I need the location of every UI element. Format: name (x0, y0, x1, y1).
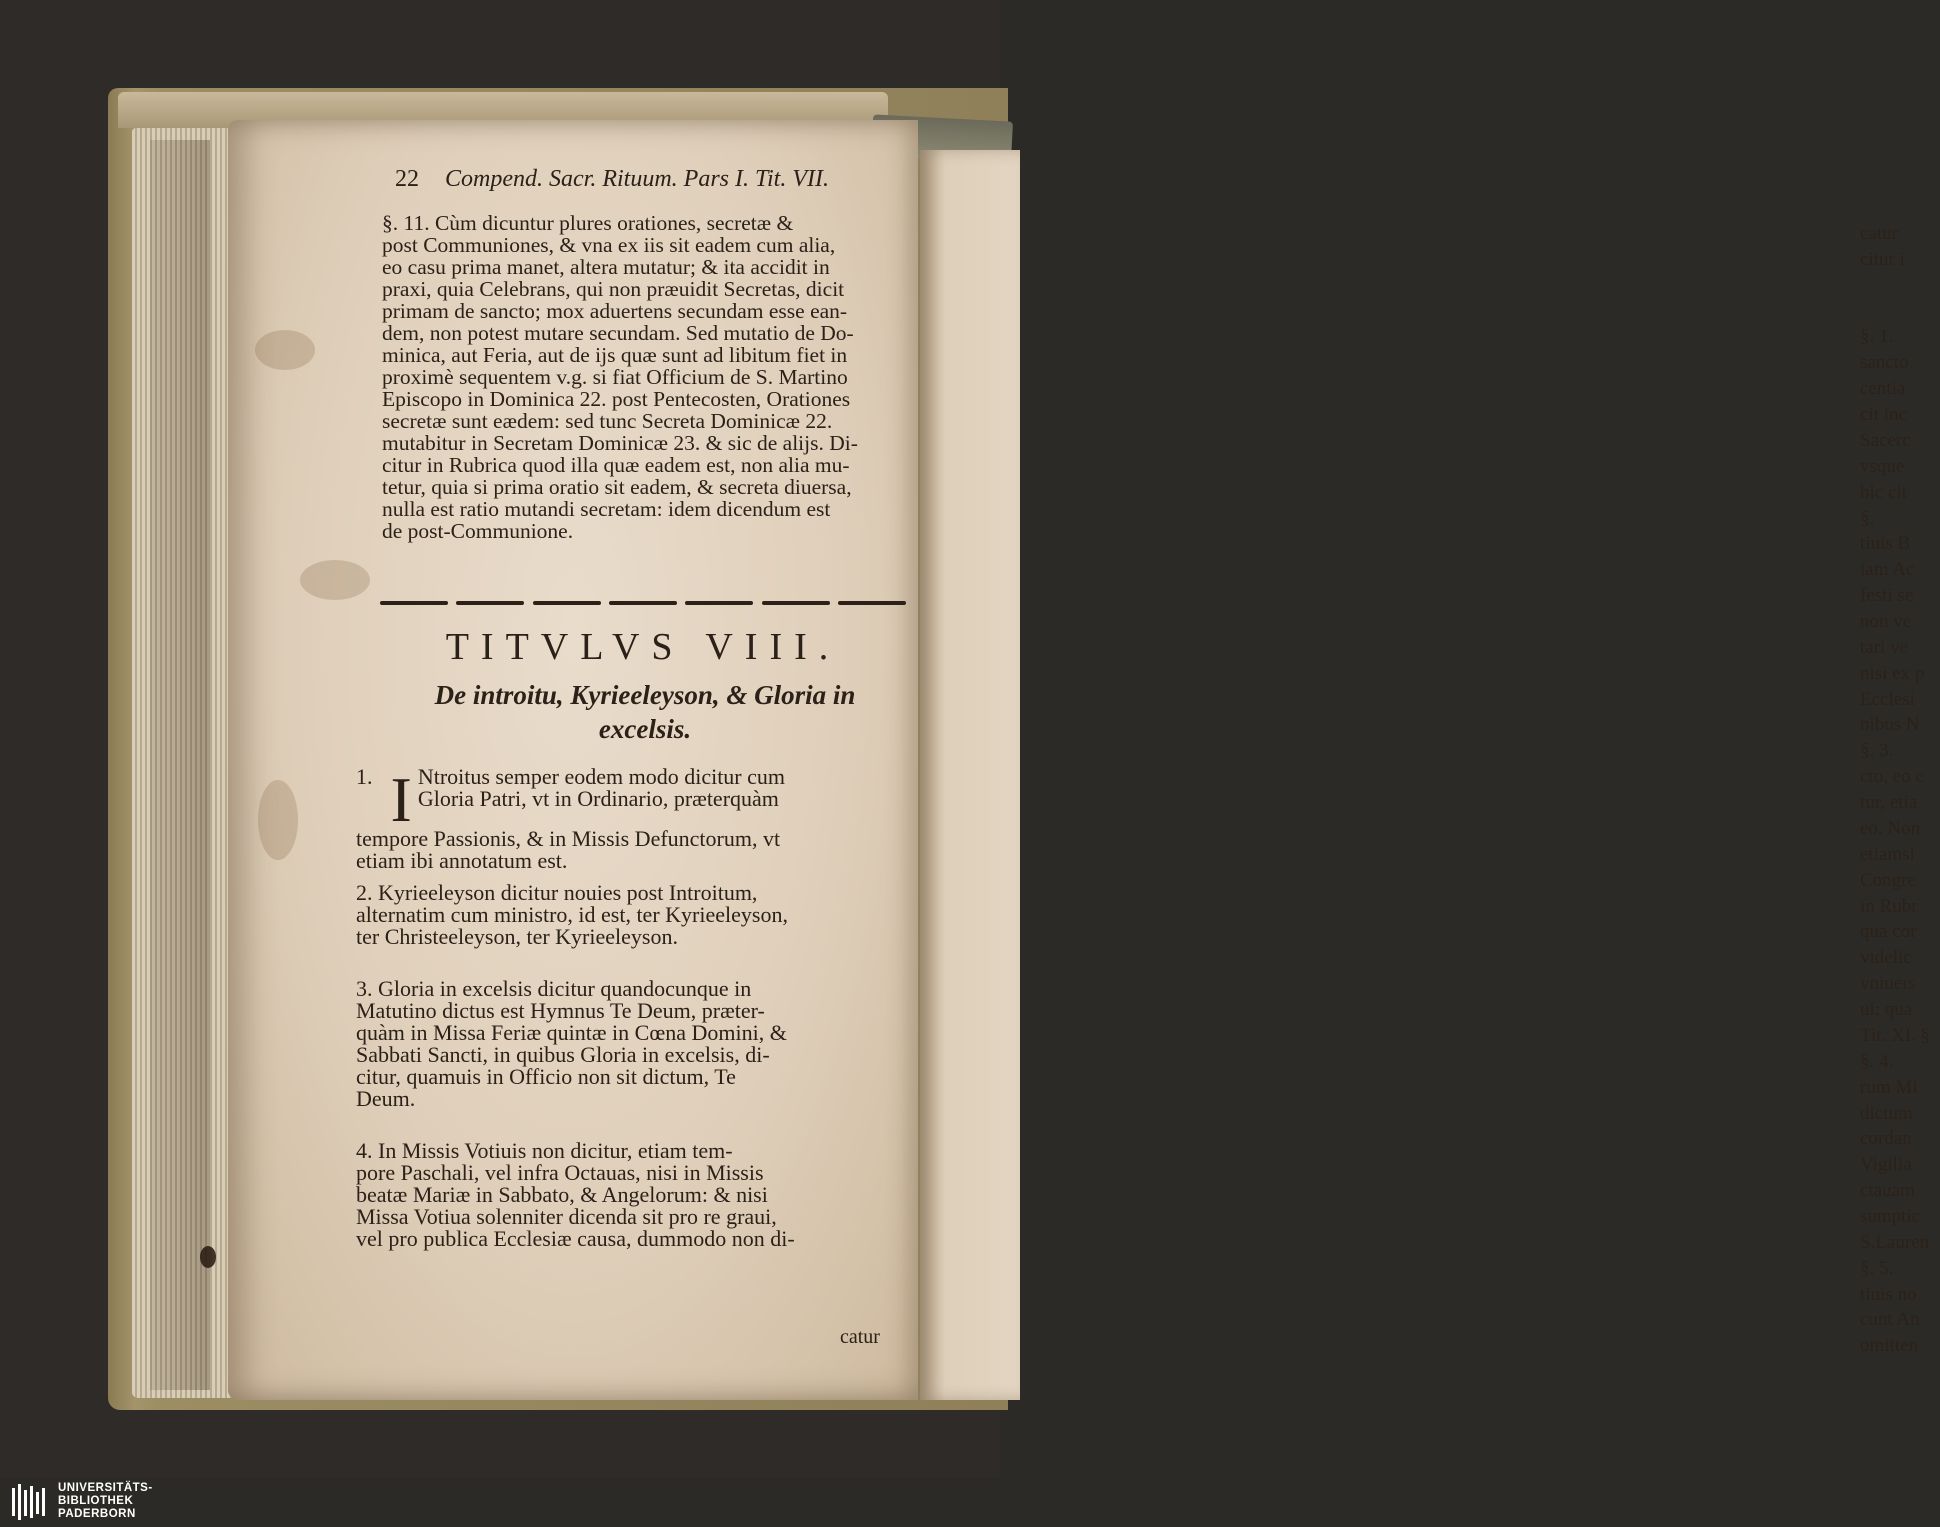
right-page-line: rum Mi (1860, 1076, 1918, 1098)
text-line: minica, aut Feria, aut de ijs quæ sunt ad libitum fiet in (382, 343, 848, 367)
running-title: Compend. Sacr. Rituum. Pars I. Tit. VII. (445, 166, 829, 192)
right-page-line: cunt An (1860, 1309, 1920, 1331)
right-page-line: centia (1860, 378, 1906, 400)
running-head (395, 166, 895, 193)
right-page-line: tari ve (1860, 636, 1909, 658)
item-1: 1. I Ntroitus semper eodem modo dicitur cum Gloria Patri, vt in Ordinario, præterquàm tempore Passionis, & in Missis Defunctorum, vt etiam ibi annotatum est. (356, 764, 786, 873)
right-page-line: S.Lauren (1860, 1231, 1930, 1253)
right-page-line: Congre (1860, 869, 1916, 891)
text-line: primam de sancto; mox aduertens secundam esse ean- (382, 299, 848, 323)
right-page-line: tiuis B (1860, 533, 1911, 555)
right-page-line: sancto (1860, 352, 1909, 374)
catchword: catur (840, 1326, 880, 1348)
item-3: 3. Gloria in excelsis dicitur quandocunque in Matutino dictus est Hymnus Te Deum, præter- quàm in Missa Feriæ quintæ in Cœna Domini, & Sabbati Sancti, in quibus Gloria in excelsis, di- citur, quamuis in Officio non sit dictum, Te Deum. (356, 976, 787, 1111)
library-logo-icon (10, 1482, 50, 1522)
right-page-line: dictum (1860, 1102, 1913, 1124)
right-page-line: §. 5. (1860, 1257, 1894, 1279)
right-page-line: catur (1860, 223, 1898, 244)
text-line: mutabitur in Secretam Dominicæ 23. & sic de alijs. Di- (382, 431, 858, 455)
right-page-line: nibus N (1860, 714, 1920, 736)
section-11 (382, 212, 910, 542)
text-line: de post-Communione. (382, 519, 574, 543)
drop-cap: I (390, 764, 412, 835)
right-page-line: nisi ex p (1860, 662, 1925, 684)
text-line: Episcopo in Dominica 22. post Pentecosten, Orationes (382, 387, 851, 411)
text-line: citur in Rubrica quod illa quæ eadem est, non alia mu- (382, 453, 850, 477)
item-2: 2. Kyrieeleyson dicitur nouies post Introitum, alternatim cum ministro, id est, ter Kyrieeleyson, ter Christeeleyson, ter Kyrieeleyson. (356, 880, 788, 949)
right-page-line: cit inc (1860, 404, 1907, 426)
right-page-line: Sacerc (1860, 429, 1911, 451)
right-page-line: tiuis no (1860, 1283, 1917, 1305)
library-logo-text: UNIVERSITÄTS- BIBLIOTHEK PADERBORN (58, 1482, 153, 1520)
text-line: proximè sequentem v.g. si fiat Officium de S. Martino (382, 365, 848, 389)
text-line: post Communiones, & vna ex iis sit eadem cum alia, (382, 233, 836, 257)
right-page-line: iam Ac (1860, 559, 1915, 581)
text-line: eo casu prima manet, altera mutatur; & ita accidit in (382, 255, 830, 279)
ink-blot (200, 1246, 216, 1268)
text-line: secretæ sunt eædem: sed tunc Secreta Dominicæ 22. (382, 409, 833, 433)
right-page-line: §. 3. (1860, 740, 1894, 762)
right-page-line: qua cor (1860, 921, 1917, 943)
right-page-line: in Rubr (1860, 895, 1918, 917)
text-line: praxi, quia Celebrans, qui non præuidit Secretas, dicit (382, 277, 845, 301)
right-page-line: Tit. XI. § (1860, 1024, 1931, 1046)
right-page-line: sumptic (1860, 1205, 1921, 1227)
right-page-line: vsque (1860, 455, 1905, 477)
right-page-line: §. 1. (1860, 326, 1894, 348)
right-page-line: vniuers (1860, 973, 1916, 995)
text-line: dem, non potest mutare secundam. Sed mutatio de Do- (382, 321, 854, 345)
right-page-line: tur, etia (1860, 792, 1918, 814)
right-page-line: eo. Non (1860, 817, 1921, 839)
text-line: §. 11. Cùm dicuntur plures orationes, secretæ & (382, 211, 794, 235)
right-page (920, 150, 1931, 1400)
right-page-line: Vigilia (1860, 1154, 1912, 1176)
right-page-line: festi se (1860, 585, 1914, 607)
item-4: 4. In Missis Votiuis non dicitur, etiam tem- pore Paschali, vel infra Octauas, nisi in Missis beatæ Mariæ in Sabbato, & Angelorum: & nisi Missa Votiua solenniter dicenda sit pro re graui, vel pro publica Ecclesiæ causa, dummodo non di- (356, 1138, 795, 1251)
page-number: 22 (395, 166, 419, 192)
right-page-line: etiamsi (1860, 843, 1915, 865)
chapter-title: TITVLVS VIII. (445, 626, 841, 668)
right-page-line: hic cit (1860, 481, 1907, 503)
right-page-line: cto, eo c (1860, 766, 1924, 788)
right-page-line: ctauam (1860, 1180, 1915, 1202)
text-line: nulla est ratio mutandi secretam: idem dicendum est (382, 497, 831, 521)
right-page-line: §. (1860, 507, 1875, 529)
right-page-line: videlic (1860, 947, 1912, 969)
right-page-line: non ve (1860, 611, 1912, 633)
right-page-line: Ecclesi (1860, 688, 1915, 710)
ornamental-rule (380, 594, 906, 612)
chapter-subtitle: De introitu, Kyrieeleyson, & Gloria in excelsis. (434, 680, 856, 744)
text-line: tetur, quia si prima oratio sit eadem, & secreta diuersa, (382, 475, 852, 499)
right-page-line: citur i (1860, 248, 1905, 270)
right-page-line: ui; qua (1860, 999, 1913, 1021)
right-page-line: §. 4. (1860, 1050, 1894, 1072)
right-page-line: omitten (1860, 1335, 1919, 1357)
right-page-line: cordan (1860, 1128, 1912, 1150)
item-number: 1. (356, 764, 373, 789)
